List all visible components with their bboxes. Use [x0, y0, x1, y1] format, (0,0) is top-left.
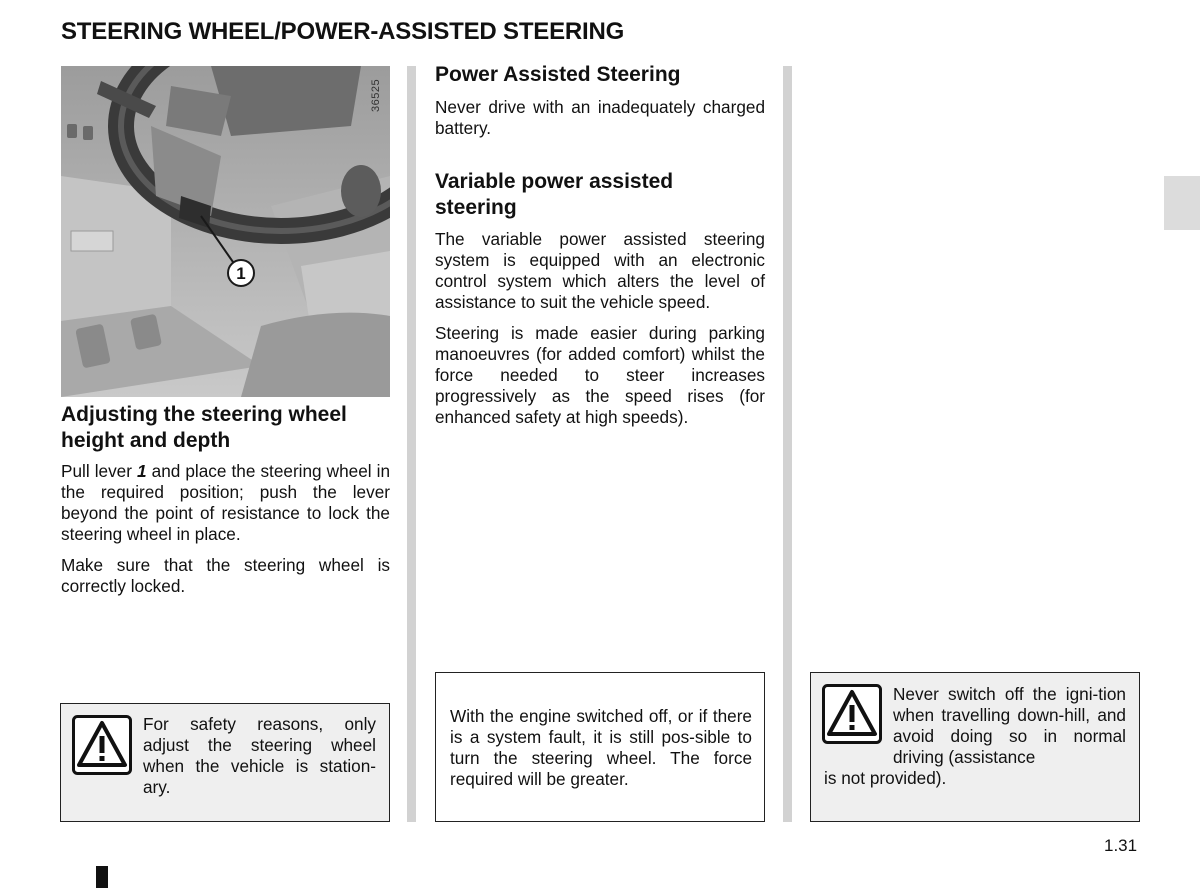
power-assisted-heading: Power Assisted Steering — [435, 63, 681, 86]
note-middle-text: With the engine switched off, or if there is a system fault, it is still pos-sible to turn the steering wheel. The force required will be greater. — [450, 706, 752, 789]
steering-column-illustration — [61, 66, 390, 397]
warning-box-left — [60, 703, 390, 822]
page-title: STEERING WHEEL/POWER-ASSISTED STEERING — [61, 18, 625, 45]
variable-paragraph-2: Steering is made easier during parking manoeuvres (for added comfort) whilst the force needed to steer increases progressively as the speed rises (for enhanced safety at high speeds). — [435, 323, 765, 427]
steering-illustration-svg — [61, 66, 390, 397]
variable-heading: Variable power assisted steering — [435, 170, 674, 219]
adjusting-heading: Adjusting the steering wheel height and depth — [61, 403, 347, 452]
lever-reference: 1 — [137, 461, 147, 481]
section-side-tab — [1164, 176, 1200, 230]
warning-box-right — [810, 672, 1140, 822]
warning-right-text-full: is not provided). — [824, 768, 947, 788]
adjusting-paragraph-1 — [61, 461, 390, 545]
callout-label: 1 — [236, 264, 246, 283]
warning-left-text: For safety reasons, only adjust the steering wheel when the vehicle is station-ary. — [143, 714, 376, 797]
adjusting-paragraph-2: Make sure that the steering wheel is correctly locked. — [61, 555, 390, 596]
variable-paragraph-1: The variable power assisted steering system is equipped with an electronic control system which alters the level of assistance to suit the vehicle speed. — [435, 229, 765, 312]
note-box-middle — [435, 672, 765, 822]
figure-reference-number: 36525 — [370, 78, 382, 112]
warning-triangle-icon — [72, 715, 132, 775]
corner-crop-mark — [96, 866, 108, 888]
text-pre: Pull lever — [61, 461, 138, 481]
page-number: 1.31 — [1104, 836, 1138, 855]
power-assisted-paragraph: Never drive with an inadequately charged battery. — [435, 97, 765, 138]
column-divider-right — [783, 66, 792, 822]
column-divider-left — [407, 66, 416, 822]
text-post: and place the steering wheel in the required position; push the lever beyond the point of resistance to lock the steering wheel in place. — [61, 461, 390, 544]
warning-triangle-icon — [822, 684, 882, 744]
warning-right-text-indented: Never switch off the igni-tion when travelling down-hill, and avoid doing so in normal driving (assistance — [893, 684, 1126, 767]
